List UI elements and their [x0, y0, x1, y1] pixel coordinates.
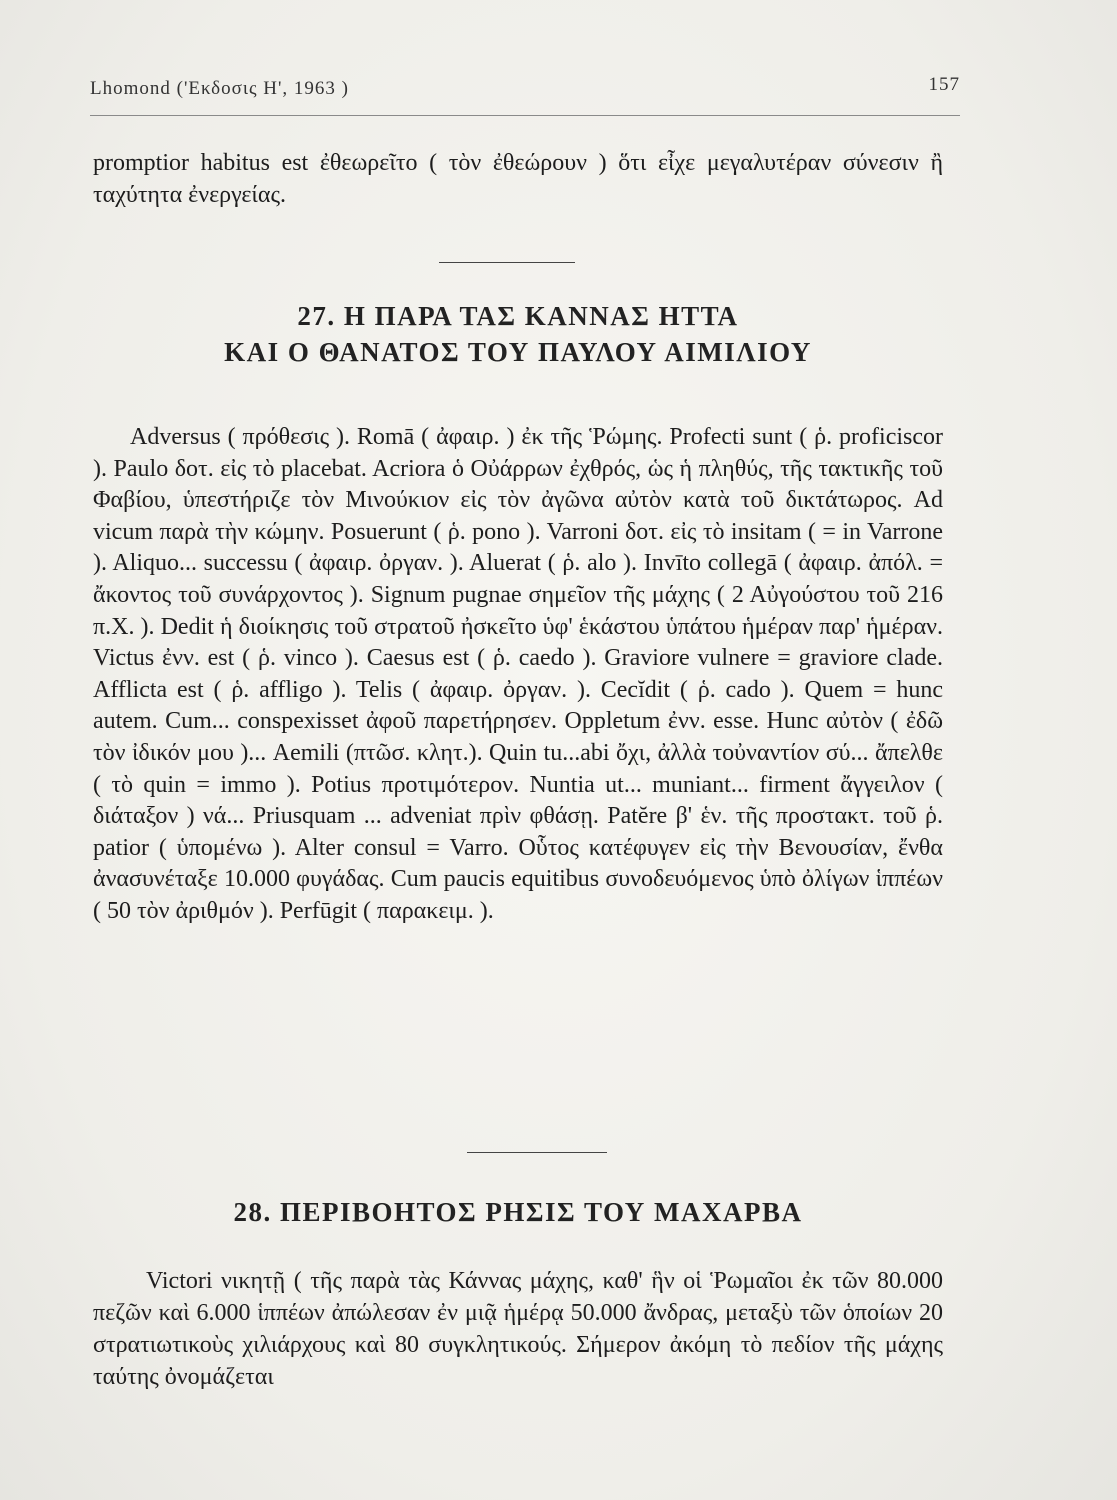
section-27-title-line-1: 27. Η ΠΑΡΑ ΤΑΣ ΚΑΝΝΑΣ ΗΤΤΑ [297, 301, 739, 331]
section-divider [439, 262, 575, 263]
header-title: Lhomond ('Εκδοσις Η', 1963 ) [90, 78, 349, 99]
section-28-body: Victori νικητῇ ( τῆς παρὰ τὰς Κάννας μάχης, καθ' ἣν οἱ Ῥωμαῖοι ἐκ τῶν 80.000 πεζῶν καὶ 6.000 ἱππέων ἀπώλεσαν ἐν μιᾷ ἡμέρᾳ 50.000 ἄνδρας, μεταξὺ τῶν ὁποίων 20 στρατιωτικοὺς χιλιάρχους καὶ 80 συγκλητικούς. Σήμερον ἀκόμη τὸ πεδίον τῆς μάχης ταύτης ὀνομάζεται [93, 1268, 943, 1390]
page-number: 157 [928, 74, 960, 95]
header-rule [90, 115, 960, 116]
section-27-title [93, 298, 943, 370]
section-28-title: 28. ΠΕΡΙΒΟΗΤΟΣ ΡΗΣΙΣ ΤΟΥ ΜΑΧΑΡΒΑ [233, 1197, 803, 1227]
running-header [90, 74, 960, 104]
section-27-title-line-2: ΚΑΙ Ο ΘΑΝΑΤΟΣ ΤΟΥ ΠΑΥΛΟΥ ΑΙΜΙΛΙΟΥ [224, 337, 812, 367]
intro-paragraph: promptior habitus est ἐθεωρεῖτο ( τὸν ἐθεώρουν ) ὅτι εἶχε μεγαλυτέραν σύνεσιν ἢ ταχύτητα ἐνεργείας. [93, 150, 943, 208]
section-divider [467, 1152, 607, 1153]
section-27-body: Adversus ( πρόθεσις ). Romā ( ἀφαιρ. ) ἐκ τῆς Ῥώμης. Profecti sunt ( ῥ. proficiscor ). Paulo δοτ. εἰς τὸ placebat. Acriora ὁ Οὐάρρων ἐχθρός, ὡς ἡ πληθύς, τῆς τακτικῆς τοῦ Φαβίου, ὑπεστήριζε τὸν Μινούκιον εἰς τὸν ἀγῶνα αὐτὸν κατὰ τοῦ δικτάτωρος. Ad vicum παρὰ τὴν κώμην. Posuerunt ( ῥ. pono ). Varroni δοτ. εἰς τὸ insitam ( = in Varrone ). Aliquo... successu ( ἀφαιρ. ὀργαν. ). Aluerat ( ῥ. alo ). Invīto collegā ( ἀφαιρ. ἀπόλ. = ἄκοντος τοῦ συνάρχοντος ). Signum pugnae σημεῖον τῆς μάχης ( 2 Αὐγούστου τοῦ 216 π.Χ. ). Dedit ἡ διοίκησις τοῦ στρατοῦ ἠσκεῖτο ὑφ' ἑκάστου ὑπάτου ἡμέραν παρ' ἡμέραν. Victus ἐνν. est ( ῥ. vinco ). Caesus est ( ῥ. caedo ). Graviore vulnere = graviore clade. Afflicta est ( ῥ. affligo ). Telis ( ἀφαιρ. ὀργαν. ). Cecĭdit ( ῥ. cado ). Quem = hunc autem. Cum... conspexisset ἀφοῦ παρετήρησεν. Oppletum ἐνν. esse. Hunc αὐτὸν ( ἐδῶ τὸν ἰδικόν μου )... Aemili (πτῶσ. κλητ.). Quin tu...abi ὄχι, ἀλλὰ τοὐναντίον σύ... ἄπελθε ( τὸ quin = immo ). Potius προτιμότερον. Nuntia ut... muniant... firment ἄγγειλον ( διάταξον ) νά... Priusquam ... adveniat πρὶν φθάσῃ. Patĕre β' ἑν. τῆς προστακτ. τοῦ ῥ. patior ( ὑπομένω ). Alter consul = Varro. Οὗτος κατέφυγεν εἰς τὴν Βενουσίαν, ἔνθα ἀνασυνέταξε 10.000 φυγάδας. Cum paucis equitibus συνοδευόμενος ὑπὸ ὀλίγων ἱππέων ( 50 τὸν ἀριθμόν ). Perfūgit ( παρακειμ. ). [93, 424, 943, 924]
